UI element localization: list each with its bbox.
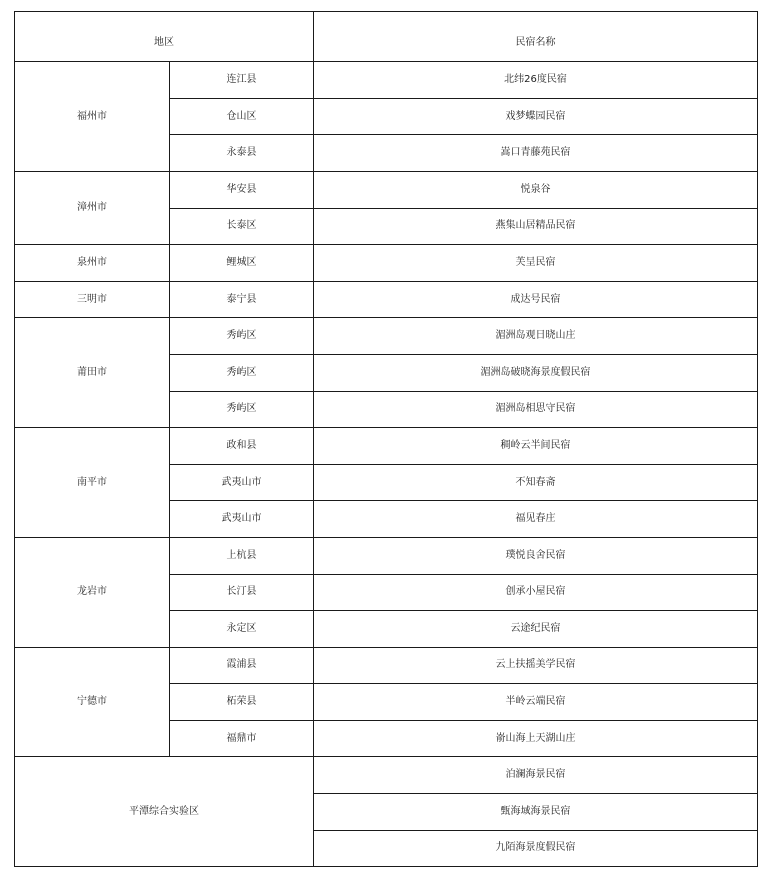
district-cell: 上杭县: [170, 537, 314, 574]
district-cell: 武夷山市: [170, 464, 314, 501]
table-row: [15, 757, 758, 794]
city-cell: 漳州市: [15, 171, 170, 244]
district-cell: 福鼎市: [170, 720, 314, 757]
district-cell: 秀屿区: [170, 354, 314, 391]
homestay-name-cell: 云途纪民宿: [314, 611, 758, 648]
homestay-name-cell: 半岭云端民宿: [314, 684, 758, 721]
homestay-name-cell: 泊澜海景民宿: [314, 757, 758, 794]
homestay-name-cell: 湄洲岛破晓海景度假民宿: [314, 354, 758, 391]
table-row: [15, 281, 758, 318]
homestay-name-cell: 嵩口青藤苑民宿: [314, 135, 758, 172]
table-row: [15, 171, 758, 208]
homestay-name-cell: 稠岭云半间民宿: [314, 428, 758, 465]
table-header-row: [15, 12, 758, 62]
homestay-name-cell: 湄洲岛相思守民宿: [314, 391, 758, 428]
homestay-name-cell: 北纬26度民宿: [314, 62, 758, 99]
district-cell: 政和县: [170, 428, 314, 465]
homestay-name-cell: 福见春庄: [314, 501, 758, 538]
table-row: [15, 318, 758, 355]
district-cell: 永泰县: [170, 135, 314, 172]
table-row: [15, 245, 758, 282]
district-cell: 泰宁县: [170, 281, 314, 318]
city-cell: 宁德市: [15, 647, 170, 757]
district-cell: 长汀县: [170, 574, 314, 611]
city-cell: 莆田市: [15, 318, 170, 428]
table-row: [15, 62, 758, 99]
district-cell: 柘荣县: [170, 684, 314, 721]
homestay-name-cell: 创承小屋民宿: [314, 574, 758, 611]
city-cell: 龙岩市: [15, 537, 170, 647]
header-region: 地区: [15, 12, 314, 62]
city-cell: 泉州市: [15, 245, 170, 282]
homestay-name-cell: 芙呈民宿: [314, 245, 758, 282]
table-row: [15, 647, 758, 684]
district-cell: 武夷山市: [170, 501, 314, 538]
district-cell: 永定区: [170, 611, 314, 648]
homestay-name-cell: 不知春斋: [314, 464, 758, 501]
homestay-name-cell: 燕集山居精品民宿: [314, 208, 758, 245]
district-cell: 秀屿区: [170, 391, 314, 428]
homestay-name-cell: 云上扶摇美学民宿: [314, 647, 758, 684]
district-cell: 华安县: [170, 171, 314, 208]
homestay-name-cell: 甄海域海景民宿: [314, 794, 758, 831]
homestay-name-cell: 成达号民宿: [314, 281, 758, 318]
homestay-name-cell: 璞悦良舍民宿: [314, 537, 758, 574]
city-cell: 福州市: [15, 62, 170, 172]
homestay-name-cell: 嵛山海上天湖山庄: [314, 720, 758, 757]
homestay-name-cell: 湄洲岛观日晓山庄: [314, 318, 758, 355]
header-homestay-name: 民宿名称: [314, 12, 758, 62]
region-cell-pingtan: 平潭综合实验区: [15, 757, 314, 867]
district-cell: 鲤城区: [170, 245, 314, 282]
district-cell: 秀屿区: [170, 318, 314, 355]
city-cell: 三明市: [15, 281, 170, 318]
district-cell: 仓山区: [170, 98, 314, 135]
homestay-table-body: [15, 12, 758, 867]
homestay-name-cell: 九陌海景度假民宿: [314, 830, 758, 867]
table-row: [15, 537, 758, 574]
city-cell: 南平市: [15, 428, 170, 538]
district-cell: 连江县: [170, 62, 314, 99]
district-cell: 霞浦县: [170, 647, 314, 684]
district-cell: 长泰区: [170, 208, 314, 245]
homestay-name-cell: 悦泉谷: [314, 171, 758, 208]
table-row: [15, 428, 758, 465]
homestay-table: [14, 11, 758, 867]
homestay-name-cell: 戏梦蝶园民宿: [314, 98, 758, 135]
